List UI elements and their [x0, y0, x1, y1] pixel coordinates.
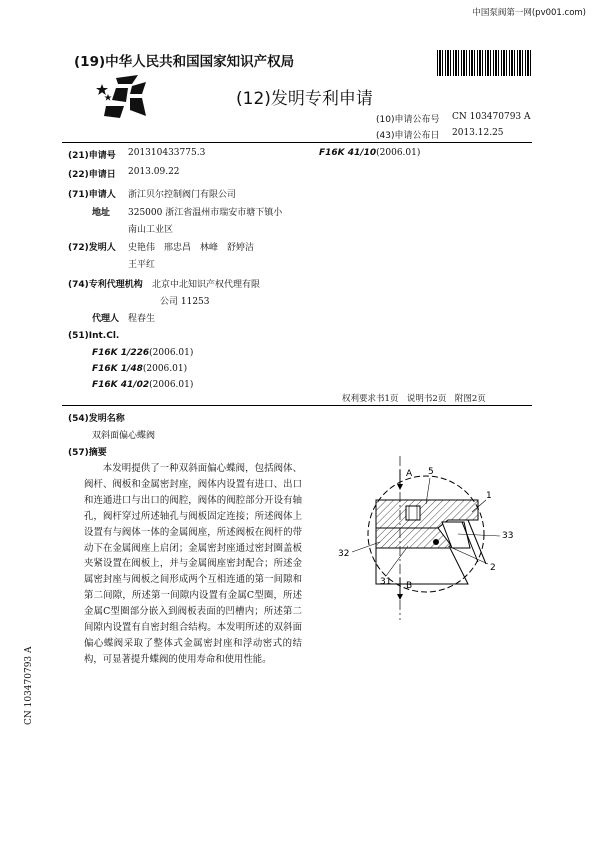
ipc-main-code: F16K 41/10	[319, 148, 377, 158]
doc-type-title: (12)发明专利申请	[236, 89, 373, 109]
address-line-1: 325000 浙江省温州市瑞安市塘下镇小	[128, 208, 283, 218]
figure-label-a: A	[406, 469, 413, 479]
pub-date-label: (43)申请公布日	[376, 131, 440, 141]
header-rule	[62, 142, 532, 143]
ipc-code: F16K 1/48	[92, 364, 143, 374]
cnipa-emblem-icon	[96, 72, 158, 124]
figure-label-b: B	[406, 581, 413, 591]
site-watermark: 中国泵阀第一网(pv001.com)	[472, 8, 586, 18]
barcode	[437, 50, 533, 76]
app-no: 201310433775.3	[128, 148, 206, 158]
intcl-label: (51)Int.Cl.	[68, 331, 120, 341]
agent-label: 代理人	[92, 314, 120, 324]
ipc-main	[319, 148, 420, 158]
flow-arrow-b-head	[397, 594, 403, 600]
page-counts: 权利要求书1页 说明书2页 附图2页	[342, 394, 486, 404]
agent: 程春生	[128, 314, 156, 324]
agency-label: (74)专利代理机构	[68, 280, 143, 290]
ipc-entry	[92, 380, 193, 390]
side-doc-id: CN 103470793 A	[24, 646, 34, 725]
ipc-code: F16K 41/02	[92, 380, 150, 390]
figure-label-5: 5	[428, 467, 434, 477]
invention-title: 双斜面偏心蝶阀	[92, 431, 156, 441]
filing-date: 2013.09.22	[128, 167, 180, 177]
ipc-version: (2006.01)	[149, 380, 194, 390]
figure-label-33: 33	[502, 531, 514, 541]
figure-label-2: 2	[490, 563, 496, 573]
flow-arrow-a-head	[397, 484, 403, 490]
bolt	[406, 506, 420, 520]
abstract-figure	[318, 448, 530, 628]
agency-line-2: 公司 11253	[160, 297, 210, 307]
biblio-rule	[62, 405, 532, 406]
abstract-text: 本发明提供了一种双斜面偏心蝶阀，包括阀体、阀杆、阀板和金属密封座，阀体内设置有进口、出口和连通进口与出口的阀腔，阀体的阀腔部分开设有轴孔，阀杆穿过所述轴孔与阀板固定连接；所述阀体上设置有与阀体一体的金属阀座，所述阀板在阀杆的带动下在金属阀座上启闭；金属密封座通过密封圈盖板夹紧设置在阀板上，并与金属阀座密封配合；所述金属密封座与阀板之间形成两个互相连通的第一间隙和第二间隙，所述第一间隙内设置有金属C型圈，所述金属C型圈部分嵌入到阀板表面的凹槽内；所述第二间隙内设置有自密封组合结构。本发明所述的双斜面偏心蝶阀采取了整体式金属密封座和浮动密式的结构，可显著提升蝶阀的使用寿命和使用性能。	[84, 463, 302, 665]
c-ring	[433, 539, 439, 545]
ipc-version: (2006.01)	[142, 364, 188, 374]
address-label: 地址	[92, 208, 111, 218]
figure-label-31: 31	[380, 577, 392, 587]
pub-date: 2013.12.25	[452, 128, 504, 138]
agency-line-1: 北京中北知识产权代理有限	[152, 280, 261, 290]
filing-date-label: (22)申请日	[68, 170, 116, 180]
ipc-version: (2006.01)	[149, 348, 194, 358]
ipc-main-version: (2006.01)	[376, 148, 421, 158]
applicant: 浙江贝尔控制阀门有限公司	[128, 190, 237, 200]
applicant-label: (71)申请人	[68, 190, 116, 200]
office-name: (19)中华人民共和国国家知识产权局	[74, 54, 295, 70]
leader-31	[386, 546, 408, 576]
inventors-line-1: 史艳伟 邢忠昌 林峰 舒婷洁	[128, 243, 255, 253]
metal-seat	[376, 528, 450, 548]
address-line-2: 南山工业区	[128, 225, 174, 235]
title-label: (54)发明名称	[68, 414, 125, 424]
abstract-label: (57)摘要	[68, 448, 107, 458]
ipc-entry	[92, 364, 187, 374]
inventor-label: (72)发明人	[68, 243, 116, 253]
inventors-line-2: 王平红	[128, 260, 156, 270]
pub-no: CN 103470793 A	[452, 112, 531, 122]
figure-label-32: 32	[338, 549, 350, 559]
ipc-code: F16K 1/226	[92, 348, 150, 358]
app-no-label: (21)申请号	[68, 151, 116, 161]
ipc-entry	[92, 348, 193, 358]
pub-no-label: (10)申请公布号	[376, 115, 440, 125]
figure-label-1: 1	[486, 491, 492, 501]
